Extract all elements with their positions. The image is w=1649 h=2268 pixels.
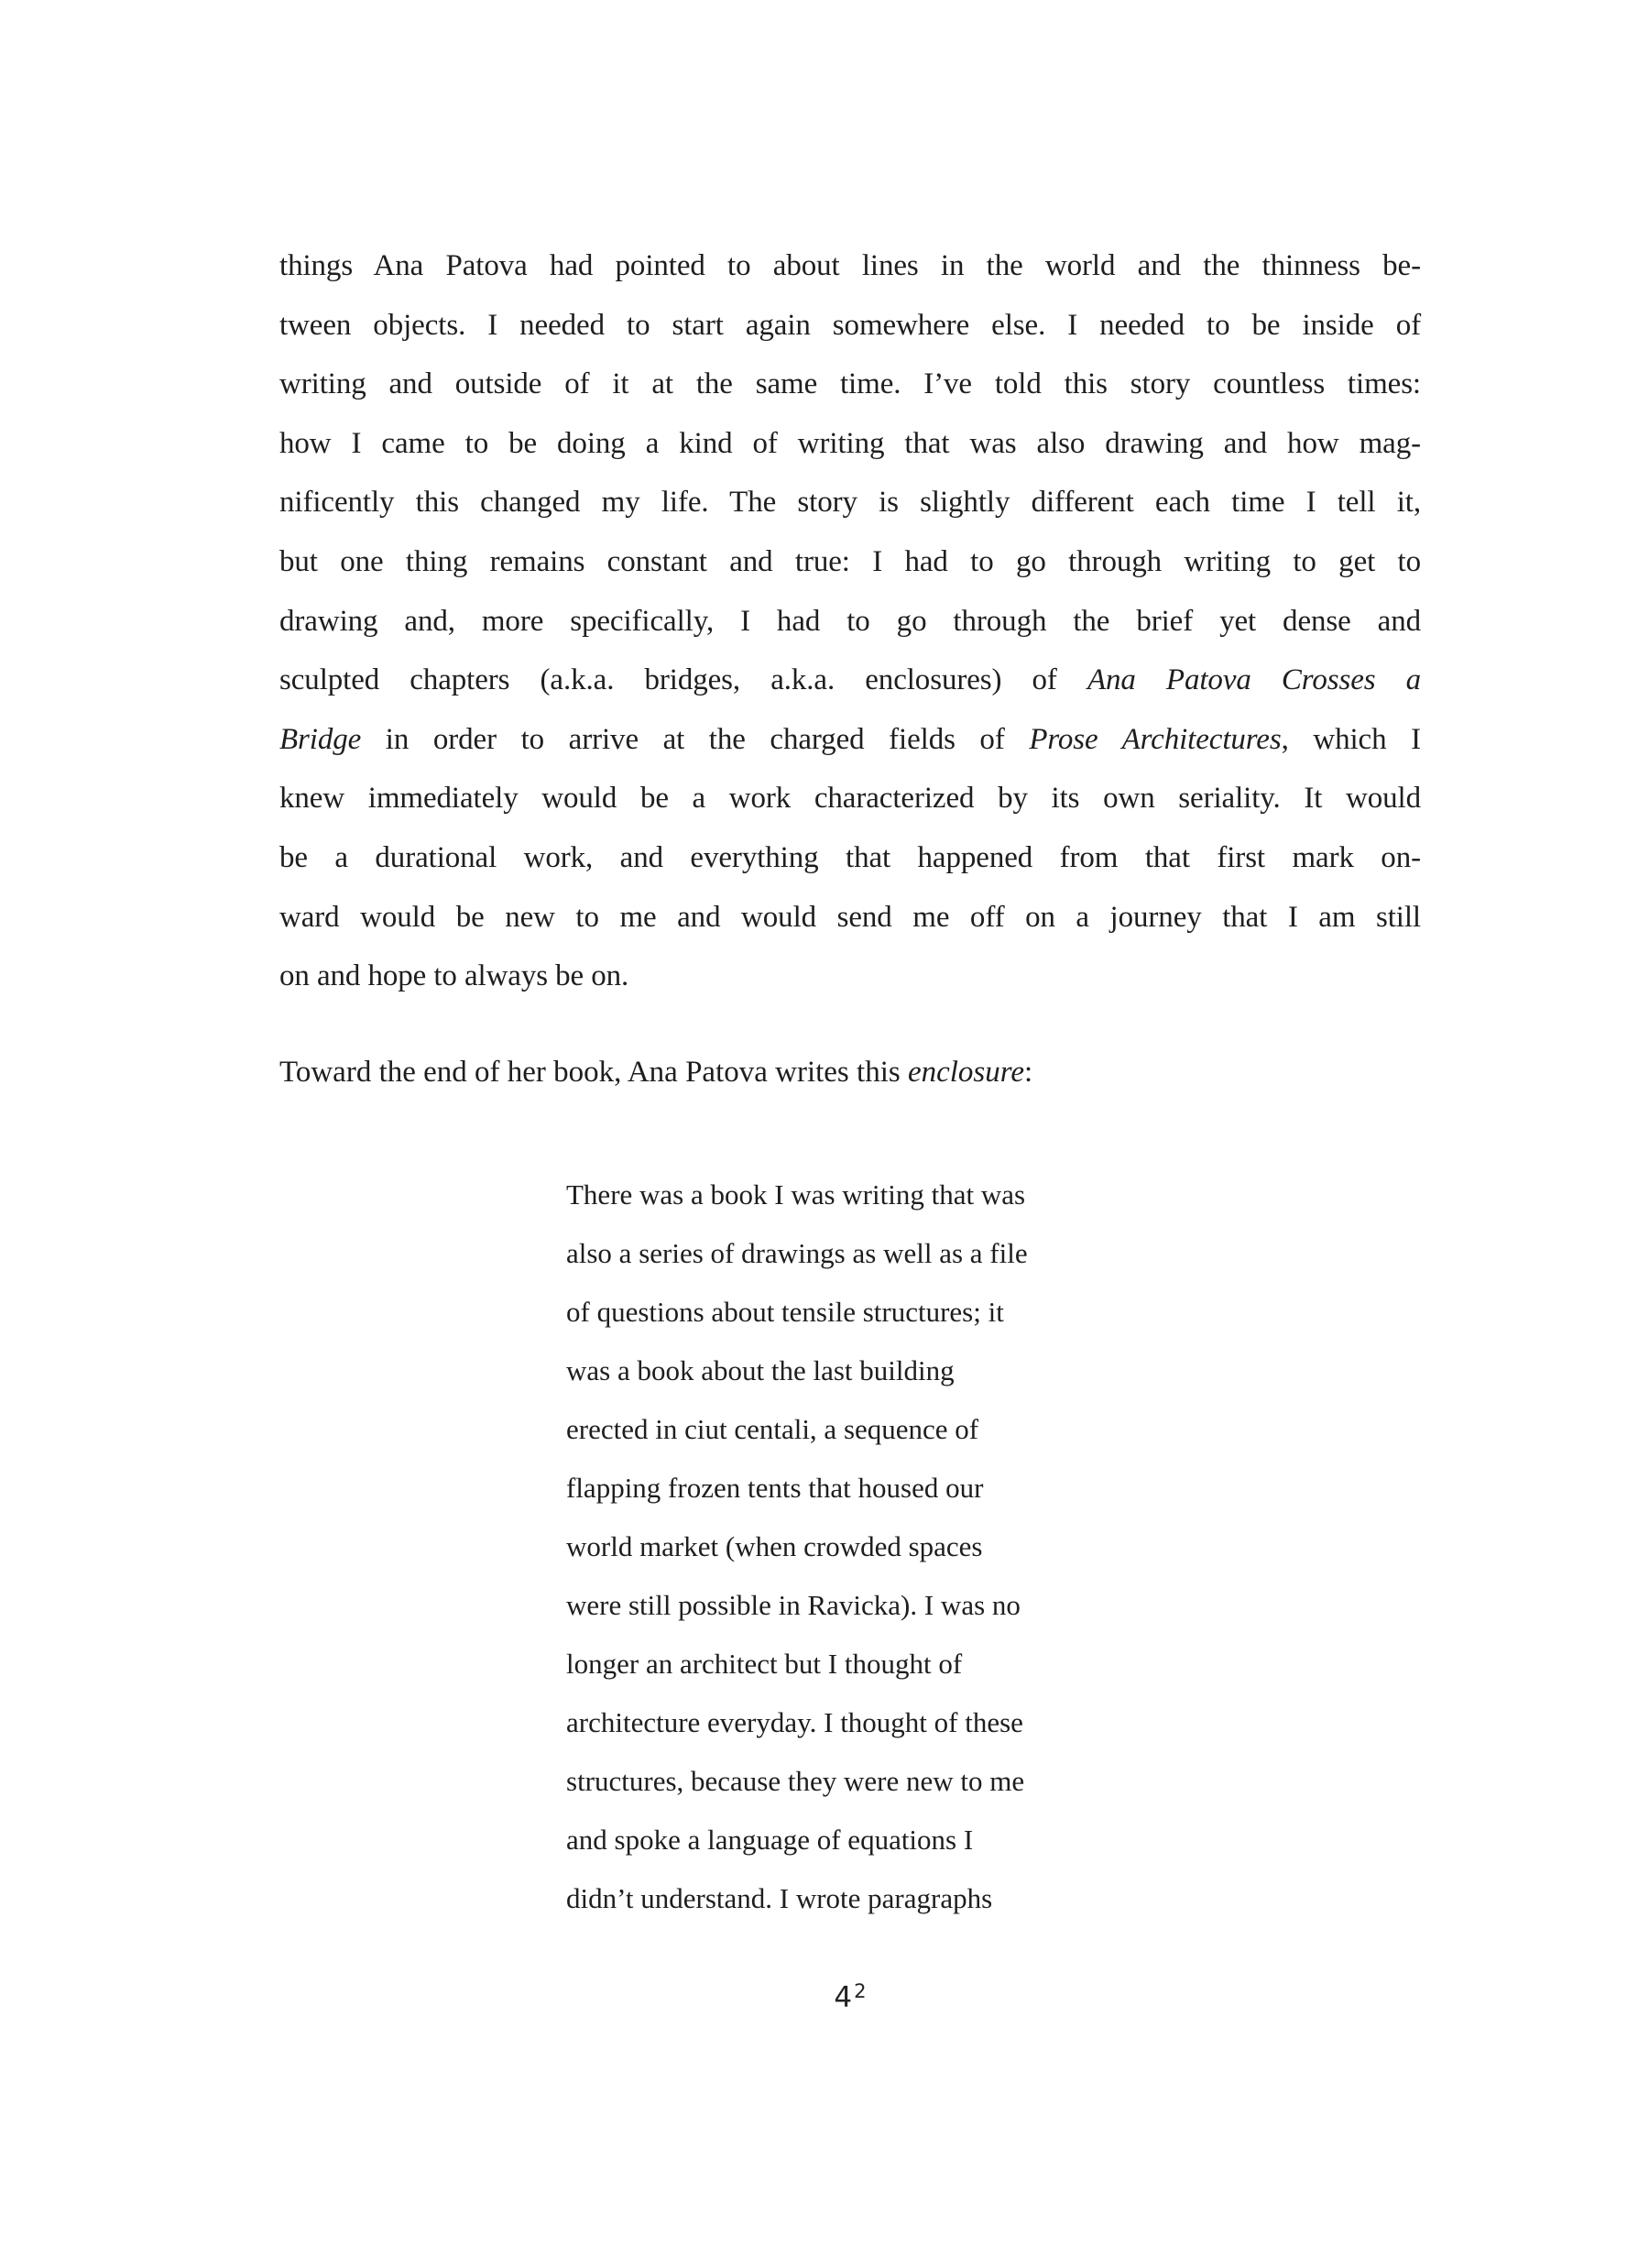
text-run: things Ana Patova had pointed to about lines in the world and the thinness be- bbox=[279, 249, 1421, 282]
text-line bbox=[279, 947, 1421, 1006]
text-run: be a durational work, and everything that happened from that first mark on- bbox=[279, 840, 1421, 874]
text-line bbox=[279, 532, 1421, 592]
paragraph-1 bbox=[279, 236, 1421, 1006]
quote-line: architecture everyday. I thought of these bbox=[566, 1706, 1023, 1739]
quote-line: There was a book I was writing that was bbox=[566, 1178, 1026, 1211]
text-run: on and hope to always be on. bbox=[279, 959, 629, 993]
text-line bbox=[279, 888, 1421, 948]
text-run: in order to arrive at the charged fields of bbox=[361, 722, 1030, 756]
quote-line: erected in ciut centali, a sequence of bbox=[566, 1413, 979, 1446]
quote-line: was a book about the last building bbox=[566, 1354, 955, 1387]
quote-line: longer an architect but I thought of bbox=[566, 1648, 963, 1681]
text-run: but one thing remains constant and true: I had to go through writing to get to bbox=[279, 544, 1421, 578]
quote-line: flapping frozen tents that housed our bbox=[566, 1472, 984, 1505]
text-line bbox=[279, 828, 1421, 888]
text-run: sculpted chapters (a.k.a. bridges, a.k.a. enclosures) of bbox=[279, 663, 1087, 697]
page-content bbox=[279, 236, 1421, 1928]
text-line bbox=[279, 651, 1421, 710]
text-line bbox=[279, 414, 1421, 474]
quote-line: didn’t understand. I wrote paragraphs bbox=[566, 1882, 993, 1915]
quote-line: and spoke a language of equations I bbox=[566, 1824, 974, 1857]
book-title-italic: Prose Architectures bbox=[1029, 722, 1282, 756]
text-run: nificently this changed my life. The story is slightly different each time I tell it, bbox=[279, 486, 1421, 520]
text-run: how I came to be doing a kind of writing that was also drawing and how mag- bbox=[279, 426, 1421, 460]
text-run: , which I bbox=[1281, 722, 1421, 756]
quote-line: of questions about tensile structures; it bbox=[566, 1296, 1004, 1329]
text-run: Toward the end of her book, Ana Patova writes this bbox=[279, 1055, 908, 1089]
text-run: drawing and, more specifically, I had to go through the brief yet dense and bbox=[279, 604, 1421, 638]
text-run: tween objects. I needed to start again somewhere else. I needed to be inside of bbox=[279, 308, 1421, 342]
text-run: ward would be new to me and would send me off on a journey that I am still bbox=[279, 900, 1421, 934]
text-line bbox=[279, 355, 1421, 414]
page-number-digit: 4 bbox=[834, 1981, 855, 2014]
text-line bbox=[279, 236, 1421, 296]
italic-term: enclosure bbox=[907, 1055, 1025, 1089]
book-title-italic: Ana Patova Crosses a bbox=[1087, 663, 1422, 697]
block-quote bbox=[566, 1166, 1171, 1928]
text-run: : bbox=[1024, 1055, 1033, 1089]
text-run: writing and outside of it at the same time. I’ve told this story countless times: bbox=[279, 367, 1421, 401]
text-line bbox=[279, 473, 1421, 532]
text-line bbox=[279, 296, 1421, 356]
page-number-digit-raised: 2 bbox=[854, 1979, 867, 2002]
quote-line: were still possible in Ravicka). I was no bbox=[566, 1589, 1021, 1622]
paragraph-2 bbox=[279, 1043, 1421, 1102]
text-line bbox=[279, 769, 1421, 828]
text-line bbox=[279, 592, 1421, 652]
quote-line: structures, because they were new to me bbox=[566, 1765, 1025, 1798]
quote-line: world market (when crowded spaces bbox=[566, 1530, 983, 1563]
page-number bbox=[279, 1979, 1421, 2014]
text-run: knew immediately would be a work characterized by its own seriality. It would bbox=[279, 782, 1421, 816]
quote-line: also a series of drawings as well as a file bbox=[566, 1237, 1028, 1270]
book-title-italic: Bridge bbox=[279, 722, 362, 756]
text-line bbox=[279, 710, 1421, 770]
